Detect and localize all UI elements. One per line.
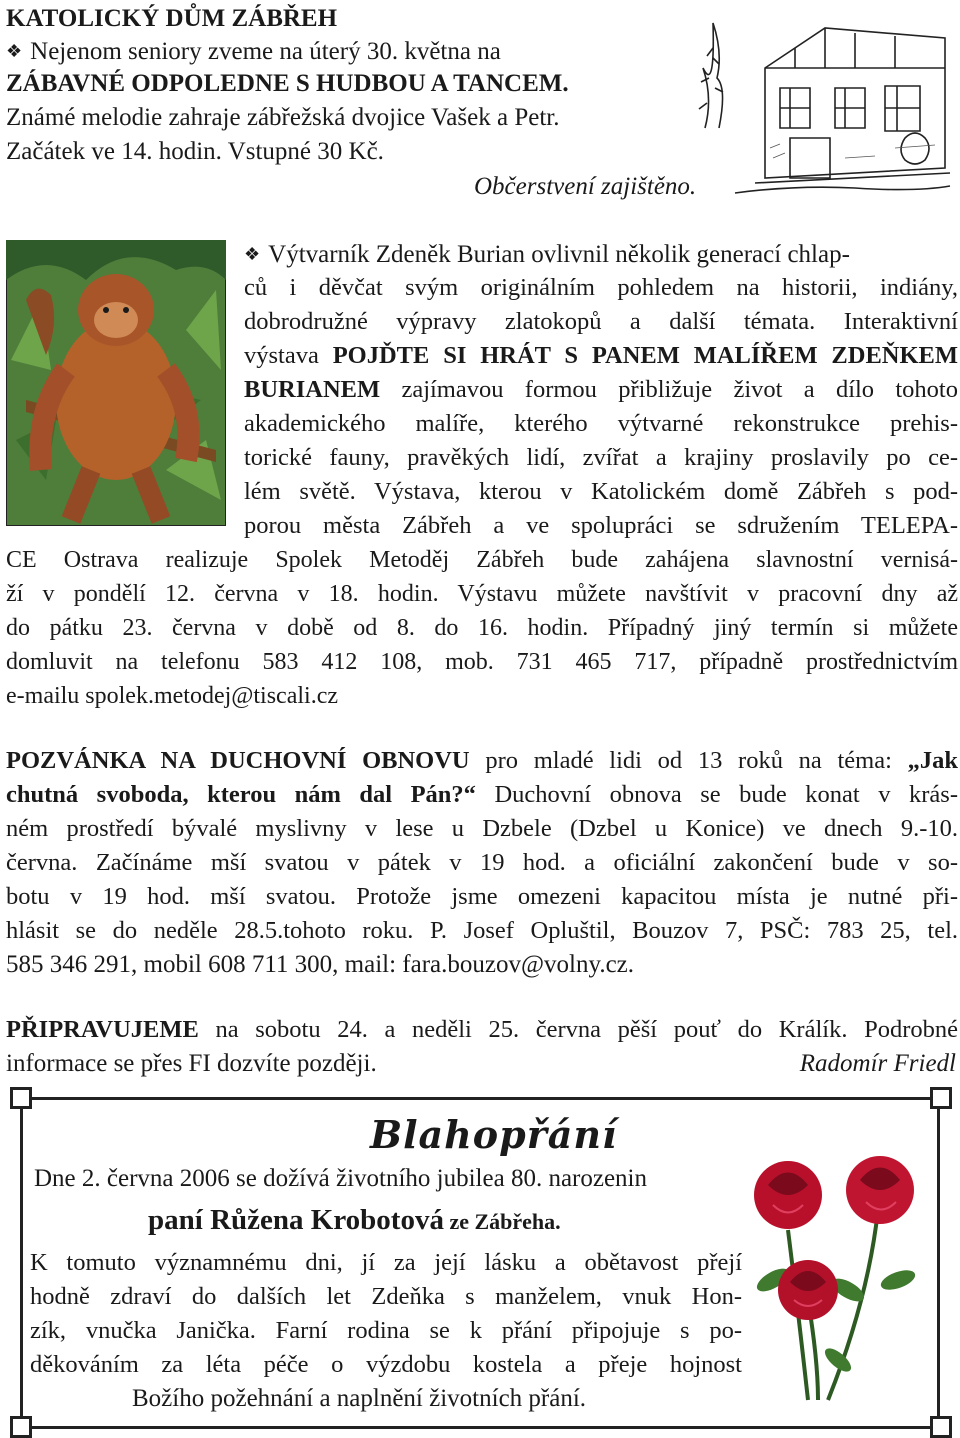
congrats-line: Božího požehnání a naplnění životních přání. <box>132 1385 587 1412</box>
frame-right <box>937 1097 940 1429</box>
frame-corner <box>10 1087 32 1109</box>
section2-line: ců i děvčat svým originálním pohledem na historii, indiány, <box>244 274 958 301</box>
frame-corner <box>930 1416 952 1438</box>
section3-line: 585 346 291, mobil 608 711 300, mail: fara.bouzov@volny.cz. <box>6 951 635 978</box>
section4-line: informace se přes FI dozvíte později. <box>6 1050 377 1077</box>
diamond-bullet-icon: ❖ <box>6 41 23 61</box>
signature: Radomír Friedl <box>799 1050 956 1077</box>
section2-line: lém světě. Výstava, kterou v Katolickém domě Zábřeh s pod- <box>244 478 958 505</box>
section1-line: Známé melodie zahraje zábřežská dvojice Vašek a Petr. <box>6 104 560 131</box>
section2-line: akademického malíře, kterého výtvarné rekonstrukce prehis- <box>244 410 958 437</box>
section1-line: ❖ Nejenom seniory zveme na úterý 30. května na <box>6 34 501 69</box>
section3-line: ném prostředí bývalé myslivny v lese u Dzbele (Dzbel u Konice) ve dnech 9.-10. <box>6 815 958 842</box>
section3-line: POZVÁNKA NA DUCHOVNÍ OBNOVU pro mladé lidi od 13 roků na téma: „Jak <box>6 747 958 774</box>
section2-line: do pátku 23. června v době od 8. do 16. hodin. Případný jiný termín si můžete <box>6 615 958 641</box>
frame-corner <box>10 1416 32 1438</box>
section4-line: PŘIPRAVUJEME na sobotu 24. a neděli 25. června pěší pouť do Králík. Podrobné <box>6 1016 958 1043</box>
section2-email: e-mailu spolek.metodej@tiscali.cz <box>6 683 338 709</box>
congrats-line: Dne 2. června 2006 se dožívá životního jubilea 80. narozenin <box>34 1165 648 1192</box>
frame-top <box>20 1097 940 1100</box>
section2-line: porou města Zábřeh a ve spolupráci se sdružením TELEPA- <box>244 512 958 539</box>
prehistoric-ape-illustration <box>6 240 226 526</box>
frame-corner <box>930 1087 952 1109</box>
frame-left <box>20 1097 23 1429</box>
section1-heading: KATOLICKÝ DŮM ZÁBŘEH <box>6 5 338 32</box>
frame-bottom <box>20 1426 940 1429</box>
section2-line: domluvit na telefonu 583 412 108, mob. 731 465 717, případně prostřednictvím <box>6 649 958 675</box>
roses-illustration <box>748 1140 928 1410</box>
diamond-bullet-icon: ❖ <box>244 244 261 264</box>
section2-line: dobrodružné výpravy zlatokopů a další témata. Interaktivní <box>244 308 958 335</box>
section2-line: ží v pondělí 12. června v 18. hodin. Výstavu můžete navštívit v pracovní dny až <box>6 581 958 607</box>
section3-line: června. Začínáme mší svatou v pátek v 19 hod. a oficiální zakončení bude v so- <box>6 849 958 876</box>
congratulations-title: Blahopřání <box>370 1112 618 1157</box>
section1-line: Začátek ve 14. hodin. Vstupné 30 Kč. <box>6 138 384 165</box>
section2-line: výstava POJĎTE SI HRÁT S PANEM MALÍŘEM ZDEŇKEM <box>244 342 959 369</box>
congrats-line: K tomuto významnému dni, jí za její lásku a obětavost přejí <box>30 1249 742 1276</box>
section2-line: torické fauny, pravěkých lidí, zvířat a krajiny proslavily po ce- <box>244 444 958 471</box>
section2-line: ❖ Výtvarník Zdeněk Burian ovlivnil několik generací chlap- <box>244 237 850 272</box>
section1-line: ZÁBAVNÉ ODPOLEDNE S HUDBOU A TANCEM. <box>6 70 569 97</box>
section2-line: CE Ostrava realizuje Spolek Metoděj Zábřeh bude zahájena slavnostní vernisá- <box>6 547 958 573</box>
congrats-line: děkováním za léta péče o výzdobu kostela a přeje hojnost <box>30 1351 742 1378</box>
building-sketch-illustration <box>695 8 957 208</box>
exhibition-title: BURIANEM <box>244 376 381 403</box>
congrats-line: zík, vnučka Janička. Farní rodina se k přání připojuje s po- <box>30 1317 742 1344</box>
section3-line: botu v 19 hod. mší svatou. Protože jsme omezeni kapacitou místa je nutné při- <box>6 883 958 910</box>
celebrant-name: paní Růžena Krobotová ze Zábřeha. <box>148 1204 561 1236</box>
section3-line: hlásit se do neděle 28.5.tohoto roku. P. Josef Opluštil, Bouzov 7, PSČ: 783 25, tel. <box>6 917 958 944</box>
exhibition-title: POJĎTE SI HRÁT S PANEM MALÍŘEM ZDEŇKEM <box>332 342 959 369</box>
congrats-line: hodně zdraví do dalších let Zdeňka s manželem, vnuk Hon- <box>30 1283 742 1310</box>
section3-line: chutná svoboda, kterou nám dal Pán?“ Duchovní obnova se bude konat v krás- <box>6 781 958 808</box>
refreshment-note: Občerstvení zajištěno. <box>474 173 697 200</box>
section2-line: BURIANEM zajímavou formou přibližuje život a dílo tohoto <box>244 376 958 403</box>
